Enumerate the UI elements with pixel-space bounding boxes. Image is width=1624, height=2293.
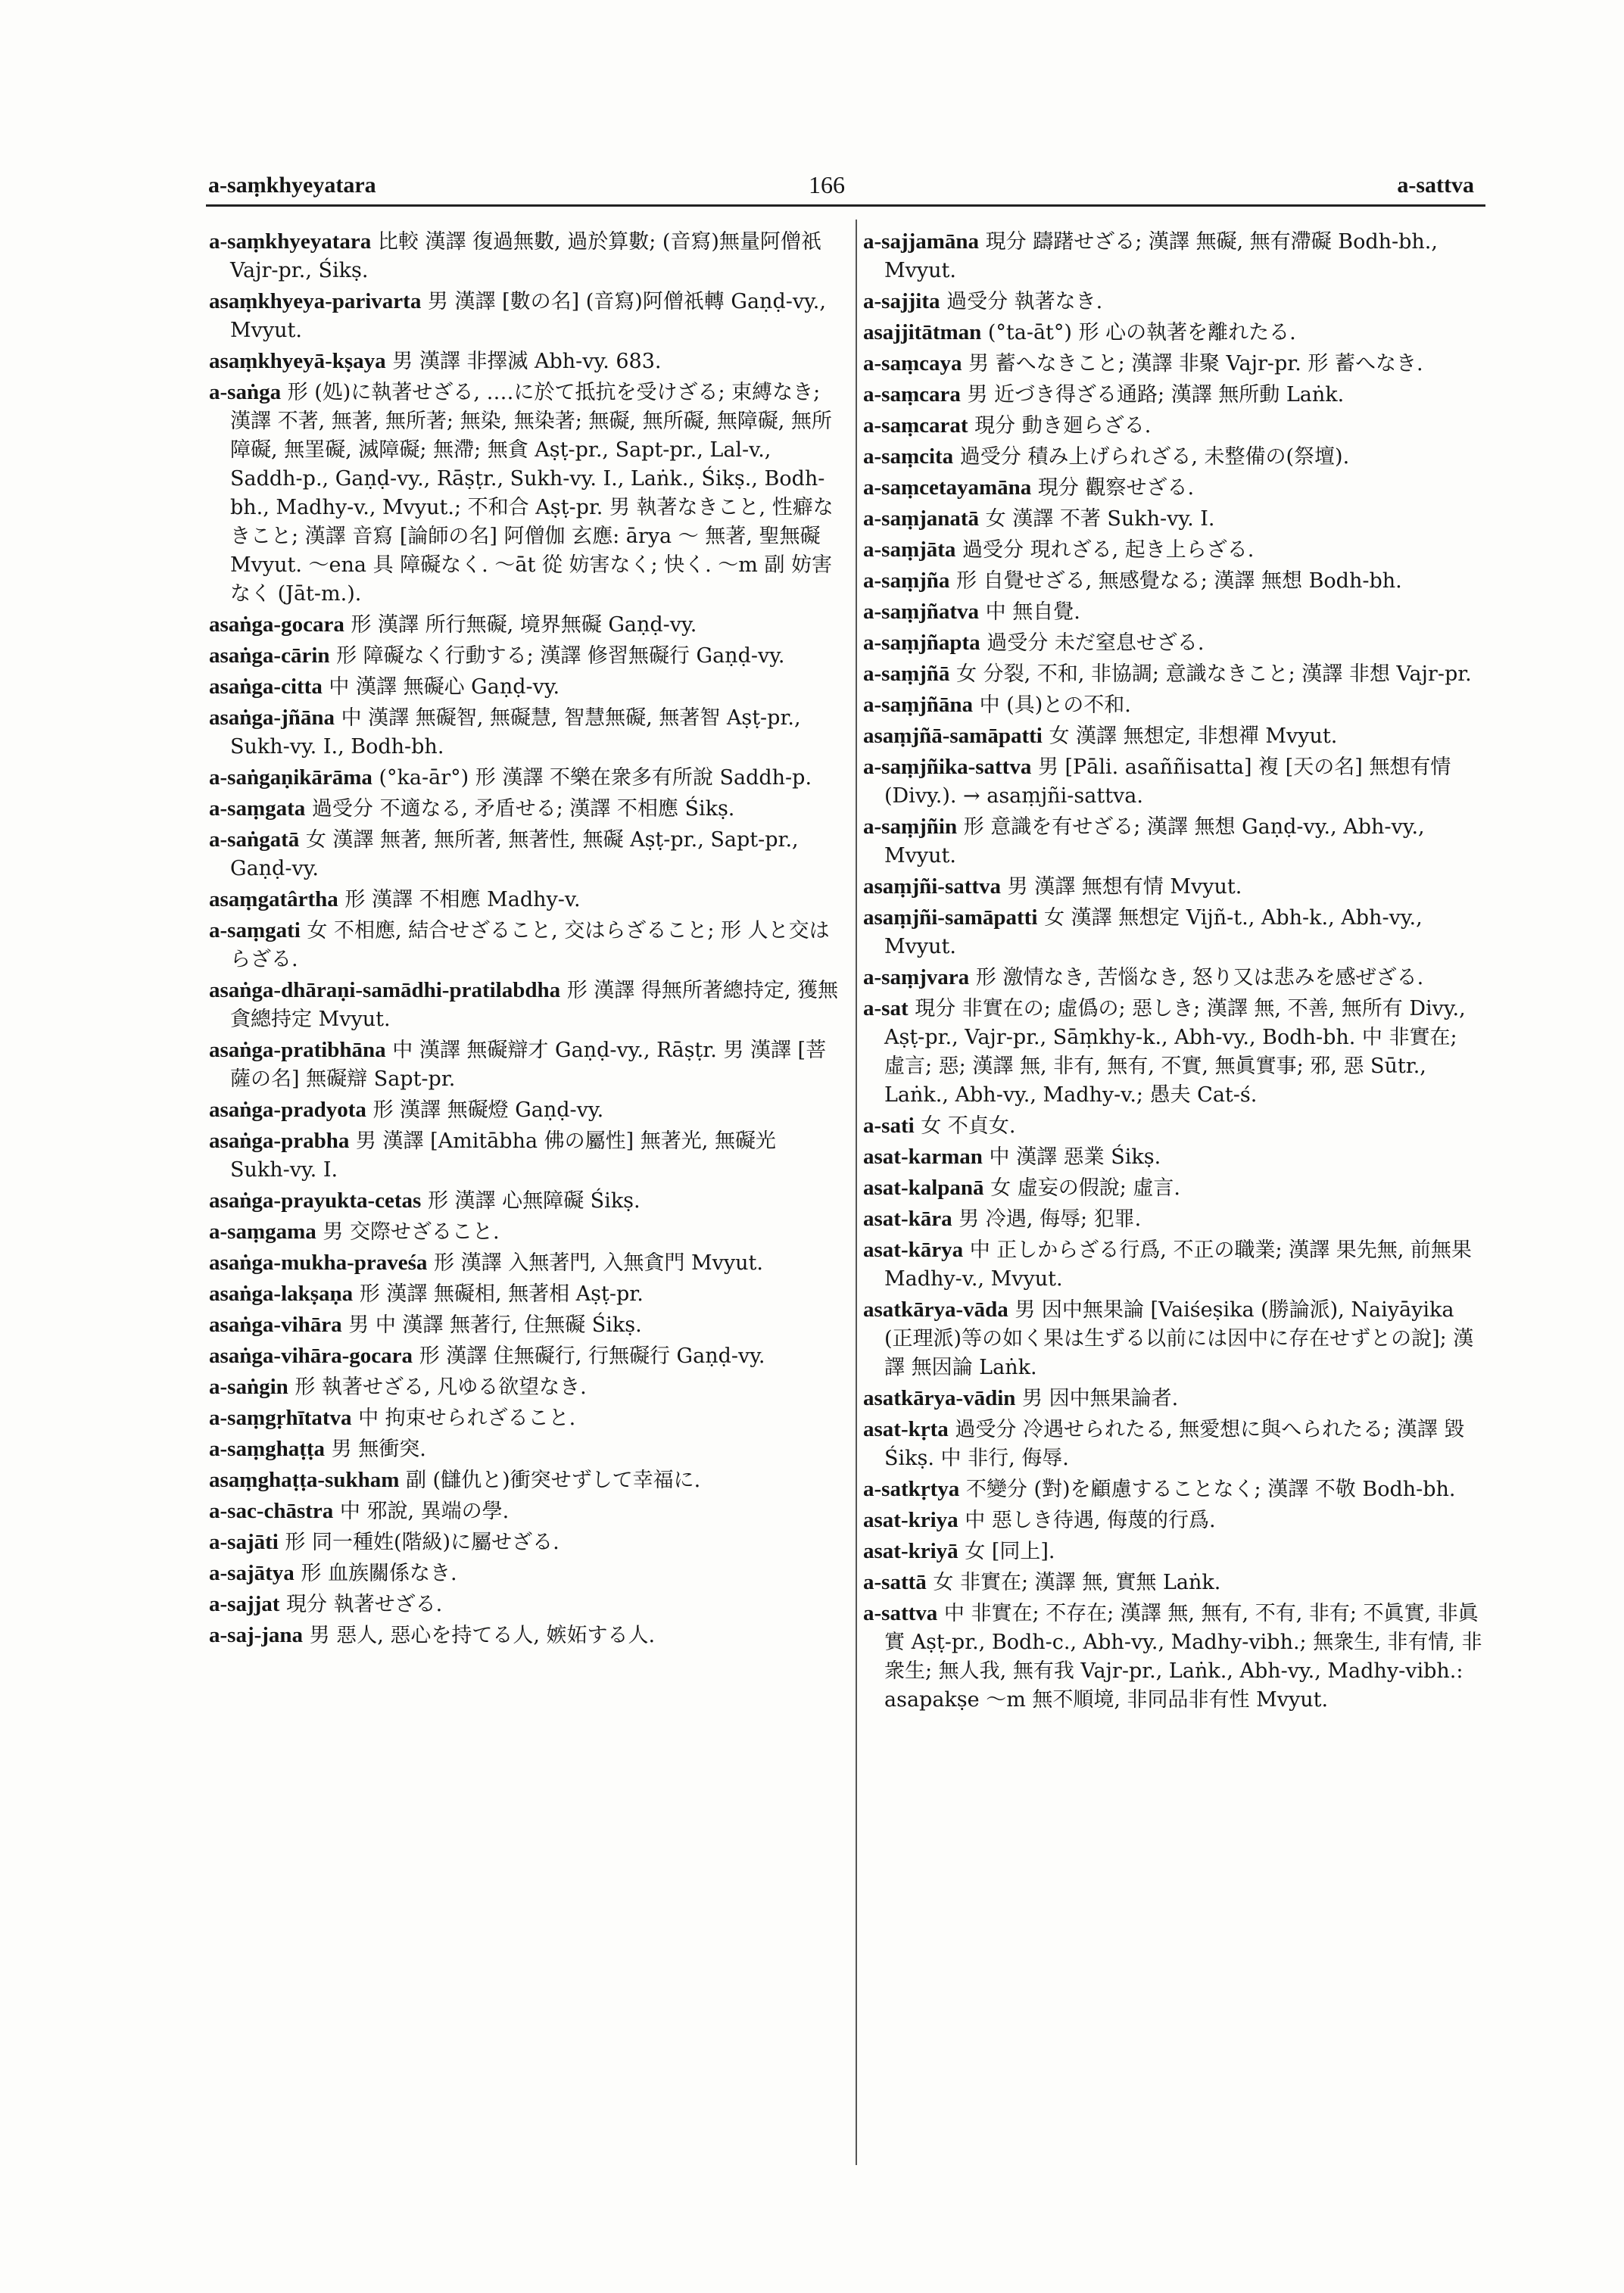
dictionary-entry xyxy=(209,1036,839,1094)
headword: asaṅga-citta xyxy=(209,675,323,699)
right-guide-word: a-sattva xyxy=(1397,173,1474,198)
dictionary-entry xyxy=(209,641,839,671)
dictionary-entry xyxy=(863,535,1484,565)
dictionary-entry xyxy=(863,227,1484,285)
dictionary-entry xyxy=(863,1142,1484,1172)
headword: asaṃgatârtha xyxy=(209,887,338,911)
headword: asaṅga-prayukta-cetas xyxy=(209,1189,422,1213)
dictionary-entry xyxy=(863,318,1484,347)
dictionary-entry xyxy=(863,566,1484,596)
headword: a-sajāti xyxy=(209,1530,279,1554)
headword: a-saṃjvara xyxy=(863,965,970,989)
definition: 過受分 執著なき. xyxy=(946,290,1103,313)
dictionary-entry xyxy=(863,1568,1484,1597)
dictionary-entry xyxy=(209,1248,839,1278)
dictionary-entry xyxy=(863,287,1484,316)
dictionary-entry xyxy=(863,1173,1484,1203)
dictionary-entry xyxy=(209,378,839,609)
dictionary-entry xyxy=(863,1475,1484,1504)
dictionary-entry xyxy=(863,380,1484,410)
definition: 過受分 未だ窒息せざる. xyxy=(987,631,1205,655)
dictionary-entry xyxy=(863,1111,1484,1141)
dictionary-entry xyxy=(863,411,1484,441)
headword: asat-kriya xyxy=(863,1508,959,1532)
dictionary-entry xyxy=(209,287,839,345)
page-number: 166 xyxy=(809,171,845,198)
definition: 女 虛妄の假說; 虛言. xyxy=(990,1176,1180,1200)
definition: 比較 漢譯 復過無數, 過於算數; (音寫)無量阿僧祇 Vajr-pr., Śikṣ. xyxy=(230,230,821,282)
definition: 男 惡人, 惡心を持てる人, 嫉妬する人. xyxy=(309,1624,656,1647)
headword: asaṃjñi-samāpatti xyxy=(863,905,1038,930)
definition: 女 不相應, 結合せざること, 交はらざること; 形 人と交はらざる. xyxy=(230,919,830,971)
definition: 形 漢譯 不相應 Madhy-v. xyxy=(344,888,581,911)
definition: 男 漢譯 無想有情 Mvyut. xyxy=(1007,875,1242,899)
headword: asaṅga-vihāra xyxy=(209,1313,342,1337)
definition: 形 自覺せざる, 無感覺なる; 漢譯 無想 Bodh-bh. xyxy=(955,569,1402,593)
dictionary-entry xyxy=(863,903,1484,961)
dictionary-entry xyxy=(863,1235,1484,1294)
dictionary-entry xyxy=(863,1295,1484,1382)
dictionary-entry xyxy=(209,1621,839,1650)
headword: asat-kārya xyxy=(863,1238,964,1262)
headword: a-sat xyxy=(863,996,909,1020)
left-guide-word: a-saṃkhyeyatara xyxy=(208,173,376,198)
definition: 男 近づき得ざる通路; 漢譯 無所動 Laṅk. xyxy=(967,383,1345,407)
dictionary-entry xyxy=(863,721,1484,751)
definition: 中 邪說, 異端の學. xyxy=(339,1500,510,1523)
definition: 男 [Pāli. asaññisatta] 複 [天の名] 無想有情 (Divy.). → asaṃjñi-sattva. xyxy=(884,756,1451,808)
left-column xyxy=(209,227,839,1652)
headword: asat-kriyā xyxy=(863,1539,959,1563)
headword: a-saṅgin xyxy=(209,1375,288,1399)
definition: 形 漢譯 入無著門, 入無貪門 Mvyut. xyxy=(434,1251,763,1275)
headword: asaṅga-cārin xyxy=(209,643,330,668)
headword: a-saṃcetayamāna xyxy=(863,475,1032,500)
headword: a-satkṛtya xyxy=(863,1477,960,1501)
headword: a-saṃgati xyxy=(209,918,301,942)
dictionary-entry xyxy=(209,1341,839,1371)
headword: asaṃjñā-samāpatti xyxy=(863,724,1043,748)
headword: asat-kāra xyxy=(863,1207,952,1231)
headword: a-sajjat xyxy=(209,1592,280,1616)
dictionary-entry xyxy=(863,1599,1484,1715)
dictionary-entry xyxy=(863,994,1484,1110)
headword: a-saṃcarat xyxy=(863,413,968,438)
definition: 男 交際せざること. xyxy=(323,1220,500,1244)
definition: 中 正しからざる行爲, 不正の職業; 漢譯 果先無, 前無果 Madhy-v., Mvyut. xyxy=(884,1238,1472,1291)
definition: 現分 執著せざる. xyxy=(286,1593,443,1616)
dictionary-entry xyxy=(209,1497,839,1526)
definition: 中 惡しき待遇, 侮蔑的行爲. xyxy=(965,1509,1216,1532)
right-column xyxy=(863,227,1484,1716)
dictionary-entry xyxy=(863,504,1484,534)
definition: 形 漢譯 所行無礙, 境界無礙 Gaṇḍ-vy. xyxy=(351,613,697,637)
definition: 現分 觀察せざる. xyxy=(1037,476,1195,500)
headword: a-saṃcita xyxy=(863,444,954,469)
definition: 女 漢譯 無想定, 非想禪 Mvyut. xyxy=(1049,724,1338,748)
definition: 女 漢譯 無想定 Vijñ-t., Abh-k., Abh-vy., Mvyut. xyxy=(884,906,1423,958)
definition: 男 漢譯 [Amitābha 佛の屬性] 無著光, 無礙光 Sukh-vy. I. xyxy=(230,1129,776,1182)
definition: 女 漢譯 無著, 無所著, 無著性, 無礙 Aṣṭ-pr., Sapt-pr., Gaṇḍ-vy. xyxy=(230,828,799,880)
definition: 男 蓄へなきこと; 漢譯 非聚 Vajr-pr. 形 蓄へなき. xyxy=(968,352,1423,375)
dictionary-entry xyxy=(209,227,839,285)
dictionary-entry xyxy=(209,347,839,376)
definition: 女 非實在; 漢譯 無, 實無 Laṅk. xyxy=(933,1571,1221,1594)
definition: 形 (処)に執著せざる, ‥‥に於て抵抗を受けざる; 束縛なき; 漢譯 不著, 無著, 無所著; 無染, 無染著; 無礙, 無所礙, 無障礙, 無所障礙, 無罣礙, 滅障礙; 無滯; 無貪 Aṣṭ-pr., Sapt-pr., Lal-v., Saddh-p., Gaṇḍ-vy., Rāṣṭr., Sukh-vy. I., Laṅk., Śikṣ., Bodh-bh., Madhy-v., Mvyut.; 不和合 Aṣṭ-pr. 男 執著なきこと, 性癖なきこと; 漢譯 音寫 [論師の名] 阿僧伽 玄應: ārya ～ 無著, 聖無礙 Mvyut. ～ena 具 障礙なく. ～āt 從 妨害なく; 快く. ～m 副 妨害なく (Jāt-m.). xyxy=(230,381,834,606)
definition: 形 同一種姓(階級)に屬せざる. xyxy=(285,1531,560,1554)
dictionary-entry xyxy=(209,1126,839,1185)
headword: a-saṃcaya xyxy=(863,351,962,375)
headword: a-sattva xyxy=(863,1601,938,1625)
definition: 形 漢譯 住無礙行, 行無礙行 Gaṇḍ-vy. xyxy=(419,1344,765,1368)
dictionary-entry xyxy=(863,872,1484,902)
headword: a-saṃgama xyxy=(209,1220,316,1244)
definition: 中 漢譯 無礙智, 無礙慧, 智慧無礙, 無著智 Aṣṭ-pr., Sukh-vy. I., Bodh-bh. xyxy=(230,706,801,759)
headword: a-saj-jana xyxy=(209,1623,304,1647)
dictionary-entry xyxy=(863,473,1484,503)
definition: 男 因中無果論 [Vaiśeṣika (勝論派), Naiyāyika (正理派)等の如く果は生ずる以前には因中に存在せずとの說]; 漢譯 無因論 Laṅk. xyxy=(884,1298,1474,1379)
definition: 現分 躊躇せざる; 漢譯 無礙, 無有滯礙 Bodh-bh., Mvyut. xyxy=(884,230,1438,282)
headword: a-saṅga xyxy=(209,380,282,404)
dictionary-entry xyxy=(209,703,839,762)
headword: asaṃjñi-sattva xyxy=(863,874,1002,899)
column-divider xyxy=(856,220,857,2165)
headword: a-saṃjñatva xyxy=(863,600,980,624)
headword: asaṅga-prabha xyxy=(209,1129,350,1153)
definition: 過受分 不適なる, 矛盾せる; 漢譯 不相應 Śikṣ. xyxy=(311,797,735,821)
definition: 女 [同上]. xyxy=(965,1540,1055,1563)
definition: 中 無自覺. xyxy=(985,600,1080,624)
headword: asaṅga-jñāna xyxy=(209,706,335,730)
definition: 過受分 冷遇せられたる, 無愛想に與へられたる; 漢譯 毀 Śikṣ. 中 非行, 侮辱. xyxy=(884,1418,1465,1470)
dictionary-entry xyxy=(863,690,1484,720)
headword: a-saṃjñapta xyxy=(863,631,980,655)
dictionary-entry xyxy=(863,1506,1484,1535)
dictionary-entry xyxy=(863,659,1484,689)
dictionary-entry xyxy=(209,1404,839,1433)
headword: a-saṃkhyeyatara xyxy=(209,229,372,254)
headword: a-saṃjñāna xyxy=(863,693,974,717)
headword: asatkārya-vāda xyxy=(863,1298,1008,1322)
definition: 男 中 漢譯 無著行, 住無礙 Śikṣ. xyxy=(348,1313,642,1337)
headword: asaṅga-mukha-praveśa xyxy=(209,1251,428,1275)
headword: a-saṃgṛhītatva xyxy=(209,1406,352,1430)
dictionary-entry xyxy=(209,916,839,974)
headword: a-saṃjñā xyxy=(863,662,950,686)
definition: 中 漢譯 無礙辯才 Gaṇḍ-vy., Rāṣṭr. 男 漢譯 [菩薩の名] 無礙辯 Sapt-pr. xyxy=(230,1039,827,1091)
definition: (°ka-ār°) 形 漢譯 不樂在衆多有所說 Saddh-p. xyxy=(379,766,812,790)
headword: asaṅga-pratibhāna xyxy=(209,1038,386,1062)
headword: a-saṃjñin xyxy=(863,815,958,839)
definition: 現分 動き廻らざる. xyxy=(974,414,1152,438)
definition: 女 分裂, 不和, 非協調; 意識なきこと; 漢譯 非想 Vajr-pr. xyxy=(955,662,1472,686)
headword: a-sajjamāna xyxy=(863,229,980,254)
definition: 形 血族關係なき. xyxy=(301,1562,457,1585)
dictionary-entry xyxy=(863,963,1484,992)
dictionary-entry xyxy=(209,1095,839,1125)
definition: 形 障礙なく行動する; 漢譯 修習無礙行 Gaṇḍ-vy. xyxy=(336,644,785,668)
definition: 中 非實在; 不存在; 漢譯 無, 無有, 不有, 非有; 不眞實, 非眞實 Aṣṭ-pr., Bodh-c., Abh-vy., Madhy-vibh.; 無衆生, 非有情, 非衆生; 無人我, 無有我 Vajr-pr., Laṅk., Abh-vy., Madhy-vibh.: asapakṣe ～m 無不順境, 非同品非有性 Mvyut. xyxy=(884,1602,1482,1712)
definition: (°ta-āt°) 形 心の執著を離れたる. xyxy=(987,321,1296,344)
definition: 過受分 現れざる, 起き上らざる. xyxy=(962,538,1255,562)
dictionary-entry xyxy=(863,442,1484,472)
dictionary-entry xyxy=(209,1310,839,1340)
definition: 形 漢譯 無礙燈 Gaṇḍ-vy. xyxy=(372,1098,604,1122)
headword: a-saṃjña xyxy=(863,569,950,593)
headword: a-sattā xyxy=(863,1570,927,1594)
headword: asaṃkhyeyā-kṣaya xyxy=(209,349,386,373)
headword: a-sajātya xyxy=(209,1561,295,1585)
headword: asat-kṛta xyxy=(863,1417,949,1441)
definition: 形 漢譯 得無所著總持定, 獲無貪總持定 Mvyut. xyxy=(230,979,839,1031)
definition: 中 漢譯 無礙心 Gaṇḍ-vy. xyxy=(329,675,560,699)
headword: asaṃghaṭṭa-sukham xyxy=(209,1468,400,1492)
headword: a-sac-chāstra xyxy=(209,1499,334,1523)
headword: a-saṃjñika-sattva xyxy=(863,755,1032,779)
definition: 形 執著せざる, 凡ゆる欲望なき. xyxy=(295,1375,587,1399)
header-rule xyxy=(206,204,1485,207)
headword: asaṅga-gocara xyxy=(209,612,344,637)
dictionary-entry xyxy=(863,1384,1484,1413)
headword: asaṃkhyeya-parivarta xyxy=(209,289,422,313)
definition: 中 漢譯 惡業 Śikṣ. xyxy=(989,1145,1161,1169)
headword: asat-karman xyxy=(863,1145,983,1169)
dictionary-entry xyxy=(209,763,839,793)
dictionary-entry xyxy=(209,610,839,640)
headword: asaṅga-vihāra-gocara xyxy=(209,1344,413,1368)
dictionary-entry xyxy=(209,1435,839,1464)
dictionary-entry xyxy=(209,885,839,914)
headword: a-saṅgatā xyxy=(209,827,300,852)
definition: 男 因中無果論者. xyxy=(1022,1387,1179,1410)
definition: 女 不貞女. xyxy=(921,1114,1016,1138)
definition: 男 無衝突. xyxy=(331,1438,426,1461)
headword: asaṅga-pradyota xyxy=(209,1098,366,1122)
dictionary-entry xyxy=(209,1217,839,1247)
dictionary-entry xyxy=(209,1372,839,1402)
definition: 男 冷遇, 侮辱; 犯罪. xyxy=(959,1207,1142,1231)
definition: 不變分 (對)を顧慮することなく; 漢譯 不敬 Bodh-bh. xyxy=(965,1478,1456,1501)
dictionary-entry xyxy=(209,825,839,883)
headword: a-saṃghaṭṭa xyxy=(209,1437,326,1461)
definition: 現分 非實在の; 虛僞の; 惡しき; 漢譯 無, 不善, 無所有 Divy., Aṣṭ-pr., Vajr-pr., Sāṃkhy-k., Abh-vy., Bodh-bh. 中 非實在; 虛言; 惡; 漢譯 無, 非有, 無有, 不實, 無眞實事; 邪, 惡 Sūtr., Laṅk., Abh-vy., Madhy-v.; 愚夫 Cat-ś. xyxy=(884,997,1466,1107)
dictionary-entry xyxy=(209,1186,839,1216)
dictionary-entry xyxy=(863,812,1484,871)
definition: 男 漢譯 非擇滅 Abh-vy. 683. xyxy=(392,350,662,373)
headword: asajjitātman xyxy=(863,320,982,344)
definition: 男 漢譯 [數の名] (音寫)阿僧祇轉 Gaṇḍ-vy., Mvyut. xyxy=(230,290,826,342)
headword: asaṅga-dhāraṇi-samādhi-pratilabdha xyxy=(209,978,561,1002)
dictionary-entry xyxy=(209,1559,839,1588)
definition: 形 漢譯 心無障礙 Śikṣ. xyxy=(427,1189,641,1213)
definition: 中 (具)との不和. xyxy=(979,693,1131,717)
dictionary-entry xyxy=(863,1204,1484,1234)
definition: 形 漢譯 無礙相, 無著相 Aṣṭ-pr. xyxy=(359,1282,644,1306)
dictionary-entry xyxy=(863,349,1484,379)
definition: 中 拘束せられざること. xyxy=(358,1407,576,1430)
headword: a-saṃjāta xyxy=(863,537,956,562)
dictionary-entry xyxy=(863,1537,1484,1566)
headword: a-sajjita xyxy=(863,289,940,313)
dictionary-entry xyxy=(209,1466,839,1495)
definition: 副 (讎仇と)衝突せずして幸福に. xyxy=(405,1469,701,1492)
definition: 過受分 積み上げられざる, 未整備の(祭壇). xyxy=(959,445,1350,469)
headword: a-sati xyxy=(863,1114,915,1138)
dictionary-entry xyxy=(863,1415,1484,1473)
headword: a-saṃgata xyxy=(209,796,306,821)
dictionary-entry xyxy=(863,752,1484,811)
headword: asaṅga-lakṣaṇa xyxy=(209,1282,354,1306)
headword: asat-kalpanā xyxy=(863,1176,984,1200)
dictionary-entry xyxy=(209,1590,839,1619)
headword: a-saṃjanatā xyxy=(863,506,980,531)
headword: asatkārya-vādin xyxy=(863,1386,1016,1410)
definition: 形 激情なき, 苦惱なき, 怒り又は悲みを感ぜざる. xyxy=(975,966,1424,989)
headword: a-saṃcara xyxy=(863,382,961,407)
dictionary-entry xyxy=(863,597,1484,627)
dictionary-entry xyxy=(209,976,839,1034)
dictionary-entry xyxy=(209,1528,839,1557)
dictionary-entry xyxy=(209,1279,839,1309)
dictionary-entry xyxy=(209,672,839,702)
headword: a-saṅgaṇikārāma xyxy=(209,765,372,790)
definition: 女 漢譯 不著 Sukh-vy. I. xyxy=(985,507,1215,531)
dictionary-entry xyxy=(209,794,839,824)
dictionary-entry xyxy=(863,628,1484,658)
definition: 形 意識を有せざる; 漢譯 無想 Gaṇḍ-vy., Abh-vy., Mvyut. xyxy=(884,815,1425,868)
